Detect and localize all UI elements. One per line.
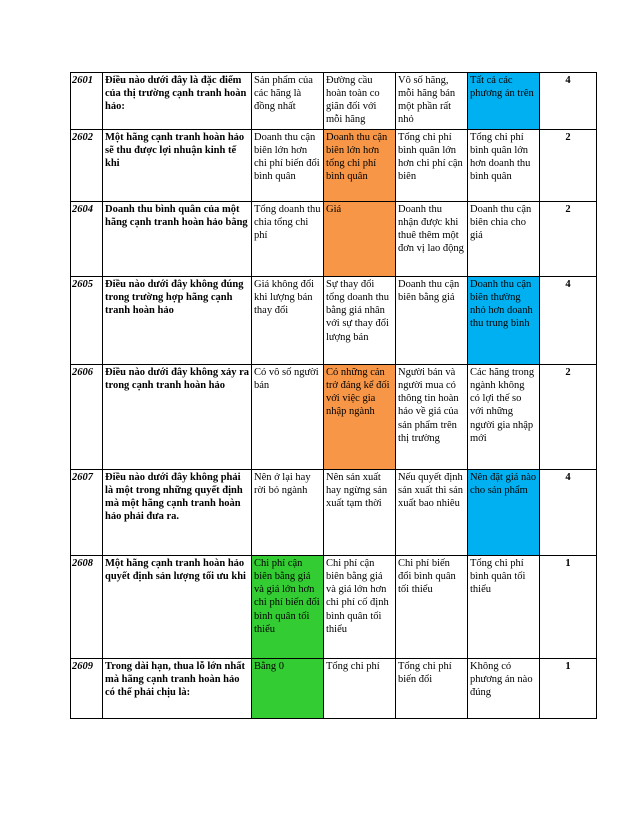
answer-number: 1 xyxy=(540,556,597,659)
question-row xyxy=(71,556,597,659)
option-4: Tổng chi phí bình quân lớn hơn doanh thu bình quân xyxy=(468,130,540,202)
answer-number: 2 xyxy=(540,202,597,277)
option-4-correct: Doanh thu cận biên thường nhỏ hơn doanh thu trung bình xyxy=(468,277,540,365)
question-number: 2602 xyxy=(71,130,103,202)
answer-number: 2 xyxy=(540,365,597,470)
question-row xyxy=(71,277,597,365)
answer-number: 1 xyxy=(540,659,597,719)
option-1: Tổng doanh thu chia tổng chi phí xyxy=(252,202,324,277)
question-number: 2601 xyxy=(71,73,103,130)
question-text: Điều nào dưới đây không phải là một trong những quyết định mà một hãng cạnh tranh hoàn hảo phải đưa ra. xyxy=(103,470,252,556)
answer-number: 4 xyxy=(540,277,597,365)
option-2-correct: Giá xyxy=(324,202,396,277)
option-3: Tổng chi phí biến đổi xyxy=(396,659,468,719)
option-1: Có vô số người bán xyxy=(252,365,324,470)
option-2: Sự thay đổi tổng doanh thu bằng giá nhân với sự thay đổi lượng bán xyxy=(324,277,396,365)
question-number: 2607 xyxy=(71,470,103,556)
question-text: Trong dài hạn, thua lỗ lớn nhất mà hãng cạnh tranh hoàn hảo có thể phải chịu là: xyxy=(103,659,252,719)
option-4: Không có phương án nào đúng xyxy=(468,659,540,719)
option-3: Chi phí biến đổi bình quân tối thiểu xyxy=(396,556,468,659)
question-table xyxy=(70,72,597,719)
question-number: 2605 xyxy=(71,277,103,365)
option-3: Người bán và người mua có thông tin hoàn hảo về giá của sản phẩm trên thị trường xyxy=(396,365,468,470)
question-page xyxy=(70,72,597,719)
question-text: Điều nào dưới đây không xảy ra trong cạnh tranh hoàn hảo xyxy=(103,365,252,470)
option-2: Nên sản xuất hay ngừng sản xuất tạm thời xyxy=(324,470,396,556)
option-3: Doanh thu cận biên bằng giá xyxy=(396,277,468,365)
question-text: Điều nào dưới đây là đặc điểm của thị trường cạnh tranh hoàn hảo: xyxy=(103,73,252,130)
question-rows xyxy=(71,73,597,719)
option-3: Vô số hãng, mỗi hãng bán một phần rất nhỏ xyxy=(396,73,468,130)
question-text: Một hãng cạnh tranh hoàn hảo sẽ thu được lợi nhuận kinh tế khi xyxy=(103,130,252,202)
question-row xyxy=(71,202,597,277)
answer-number: 2 xyxy=(540,130,597,202)
question-number: 2606 xyxy=(71,365,103,470)
option-1-correct: Bằng 0 xyxy=(252,659,324,719)
option-4: Tổng chi phí bình quân tối thiểu xyxy=(468,556,540,659)
question-row xyxy=(71,470,597,556)
question-number: 2609 xyxy=(71,659,103,719)
answer-number: 4 xyxy=(540,73,597,130)
question-number: 2604 xyxy=(71,202,103,277)
question-row xyxy=(71,659,597,719)
option-3: Nếu quyết định sản xuất thì sản xuất bao nhiêu xyxy=(396,470,468,556)
option-1: Giá không đổi khi lượng bán thay đổi xyxy=(252,277,324,365)
option-2: Đường cầu hoàn toàn co giãn đối với mỗi hãng xyxy=(324,73,396,130)
option-4: Các hãng trong ngành không có lợi thế so với những người gia nhập mới xyxy=(468,365,540,470)
option-2: Chi phí cận biên bằng giá và giá lớn hơn chi phí cố định bình quân tối thiểu xyxy=(324,556,396,659)
option-1: Nên ở lại hay rời bỏ ngành xyxy=(252,470,324,556)
question-row xyxy=(71,73,597,130)
question-text: Doanh thu bình quân của một hãng cạnh tranh hoàn hảo bằng xyxy=(103,202,252,277)
question-text: Điều nào dưới đây không đúng trong trường hợp hãng cạnh tranh hoàn hảo xyxy=(103,277,252,365)
question-text: Một hãng cạnh tranh hoàn hảo quyết định sản lượng tối ưu khi xyxy=(103,556,252,659)
option-3: Tổng chi phí bình quân lớn hơn chi phí cận biên xyxy=(396,130,468,202)
question-number: 2608 xyxy=(71,556,103,659)
option-1-correct: Chi phí cận biên bằng giá và giá lớn hơn chi phí biến đổi bình quân tối thiểu xyxy=(252,556,324,659)
option-2-correct: Doanh thu cận biên lớn hơn tổng chi phí bình quân xyxy=(324,130,396,202)
option-2-correct: Có những cản trở đáng kể đối với việc gia nhập ngành xyxy=(324,365,396,470)
question-row xyxy=(71,365,597,470)
option-4: Doanh thu cận biên chia cho giá xyxy=(468,202,540,277)
question-row xyxy=(71,130,597,202)
option-2: Tổng chi phí xyxy=(324,659,396,719)
option-3: Doanh thu nhận được khi thuê thêm một đơn vị lao động xyxy=(396,202,468,277)
option-1: Sản phẩm của các hãng là đồng nhất xyxy=(252,73,324,130)
option-1: Doanh thu cận biên lớn hơn chi phí biến đổi bình quân xyxy=(252,130,324,202)
option-4-correct: Nên đặt giá nào cho sản phẩm xyxy=(468,470,540,556)
option-4-correct: Tất cả các phương án trên xyxy=(468,73,540,130)
answer-number: 4 xyxy=(540,470,597,556)
